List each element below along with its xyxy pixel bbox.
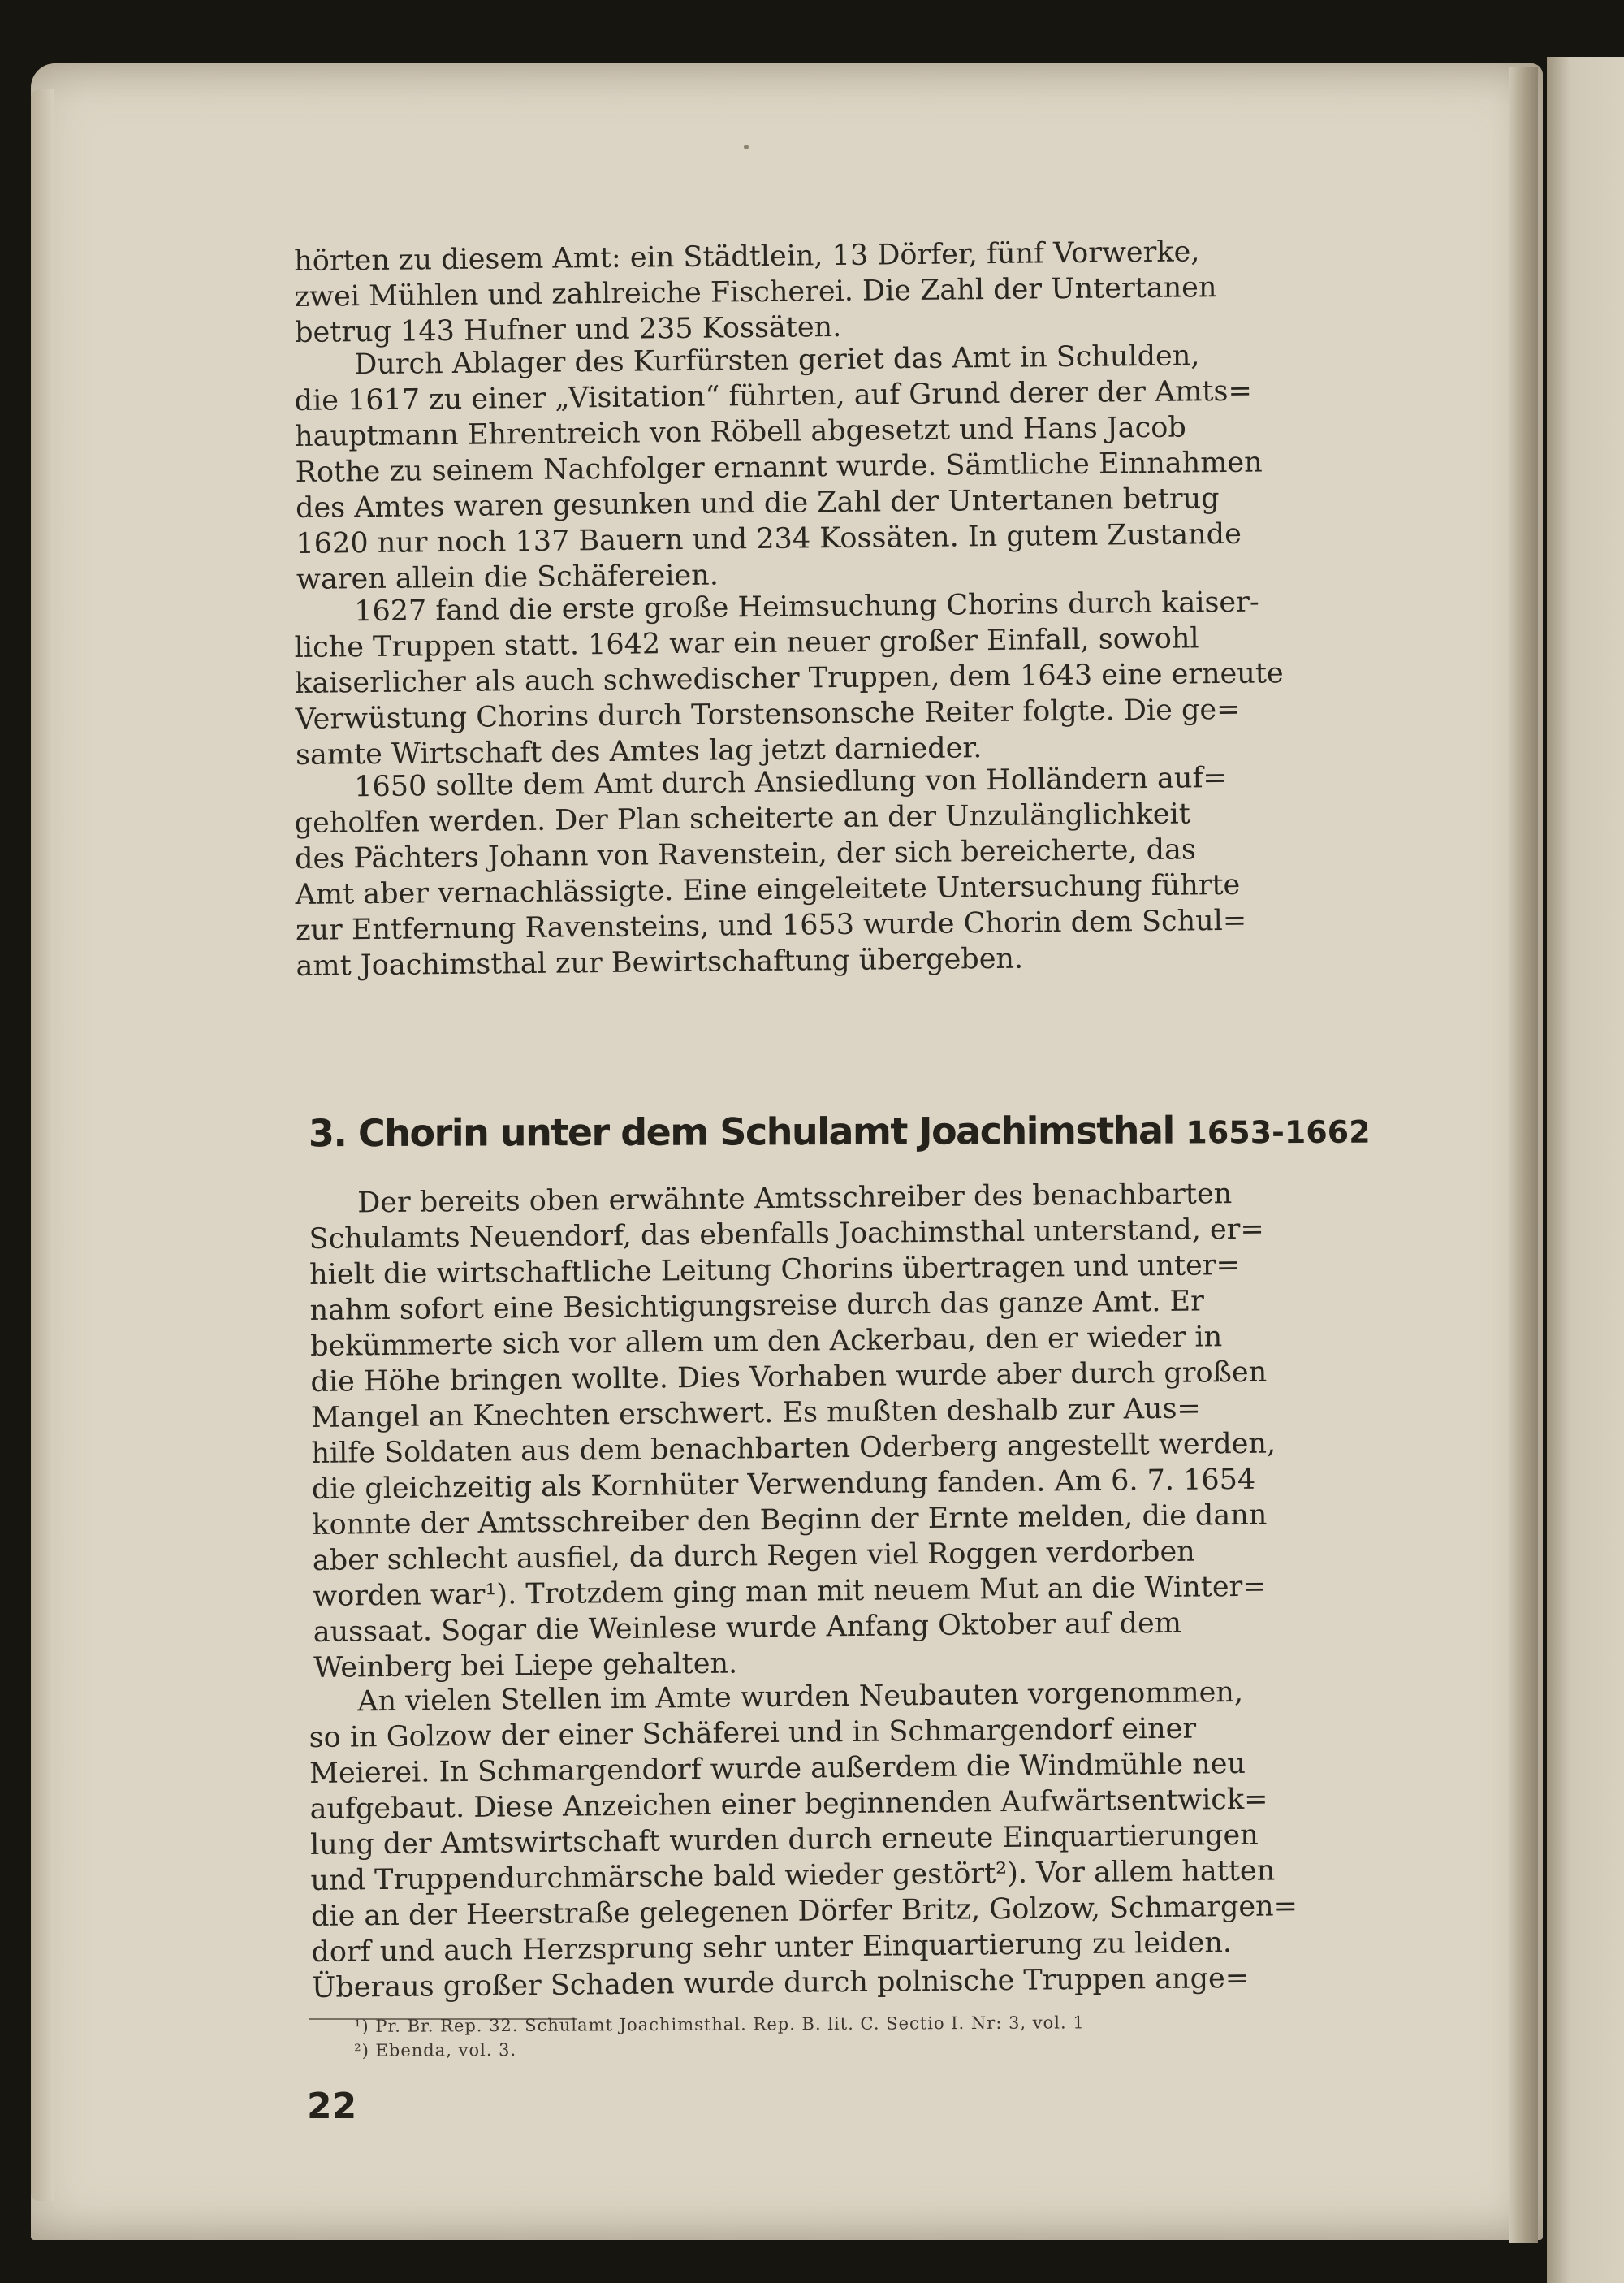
section-heading xyxy=(309,1107,1371,1159)
footnote: ¹) Pr. Br. Rep. 32. Schulamt Joachimsthal. Rep. B. lit. C. Sectio I. Nr: 3, vol. 1 xyxy=(354,2013,1085,2036)
footnotes xyxy=(354,2008,1426,2063)
body-text-top xyxy=(294,236,1431,984)
paragraph: An vielen Stellen im Amte wurden Neubauten vorgenommen, so in Golzow der einer Schäferei und in Schmargendorf einer Meierei. In Schmargendorf wurde außerdem die Windmühle neu aufgebaut. Diese Anzeichen einer beginnenden Aufwärtsentwick= lung der Amtswirtschaft wurden durch erneute Einquartierungen und Truppendurchmärsche bald wieder gestört²). Vor allem hatten die an der Heerstraße gelegenen Dörfer Britz, Golzow, Schmargen= dorf und auch Herzsprung sehr unter Einquartierung zu leiden. Überaus großer Schaden wurde durch polnische Truppen ange= xyxy=(309,1675,1298,2004)
paragraph: 1627 fand die erste große Heimsuchung Chorins durch kaiser- liche Truppen statt. 1642 war ein neuer großer Einfall, sowohl kaiserlicher als auch schwedischer Truppen, dem 1643 eine erneute Verwüstung Chorins durch Torstensonsche Reiter folgte. Die ge= samte Wirtschaft des Amtes lag jetzt darnieder. xyxy=(294,586,1284,772)
page-stack-left-edge xyxy=(31,89,54,2201)
adjacent-page-edge xyxy=(1547,57,1624,2283)
paragraph: Der bereits oben erwähnte Amtsschreiber des benachbarten Schulamts Neuendorf, das ebenfalls Joachimsthal unterstand, er= hielt die wirtschaftliche Leitung Chorins übertragen und unter= nahm sofort eine Besichtigungsreise durch das ganze Amt. Er bekümmerte sich vor allem um den Ackerbau, den er wieder in die Höhe bringen wollte. Dies Vorhaben wurde aber durch großen Mangel an Knechten erschwert. Es mußten deshalb zur Aus= hilfe Soldaten aus dem benachbarten Oderberg angestellt werden, die gleichzeitig als Kornhüter Verwendung fanden. Am 6. 7. 1654 konnte der Amtsschreiber den Beginn der Ernte melden, die dann aber schlecht ausfiel, da durch Regen viel Roggen verdorben worden war¹). Trotzdem ging man mit neuem Mut an die Winter= aussaat. Sogar die Weinlese wurde Anfang Oktober auf dem Weinberg bei Liepe gehalten. xyxy=(309,1178,1276,1684)
paragraph: 1650 sollte dem Amt durch Ansiedlung von Holländern auf= geholfen werden. Der Plan scheiterte an der Unzulänglichkeit des Pächters Johann von Ravenstein, der sich bereicherte, das Amt aber vernachlässigte. Eine eingeleitete Untersuchung führte zur Entfernung Ravensteins, und 1653 wurde Chorin dem Schul= amt Joachimsthal zur Bewirtschaftung übergeben. xyxy=(294,761,1247,983)
page-gutter-shadow xyxy=(1509,67,1538,2243)
page-number: 22 xyxy=(307,2086,357,2127)
section-title: 3. Chorin unter dem Schulamt Joachimsthal xyxy=(308,1108,1174,1156)
paper-speck xyxy=(744,145,749,149)
section-years: 1653-1662 xyxy=(1186,1113,1371,1151)
footnote: ²) Ebenda, vol. 3. xyxy=(354,2039,517,2060)
body-text-bottom xyxy=(309,1178,1431,2006)
paragraph: Durch Ablager des Kurfürsten geriet das Amt in Schulden, die 1617 zu einer „Visitation“ führten, auf Grund derer der Amts= hauptmann Ehrentreich von Röbell abgesetzt und Hans Jacob Rothe zu seinem Nachfolger ernannt wurde. Sämtliche Einnahmen des Amtes waren gesunken und die Zahl der Untertanen betrug 1620 nur noch 137 Bauern und 234 Kossäten. In gutem Zustande waren allein die Schäfereien. xyxy=(294,339,1263,596)
paragraph: hörten zu diesem Amt: ein Städtlein, 13 Dörfer, fünf Vorwerke, zwei Mühlen und zahlreiche Fischerei. Die Zahl der Untertanen betrug 143 Hufner und 235 Kossäten. xyxy=(294,236,1217,349)
